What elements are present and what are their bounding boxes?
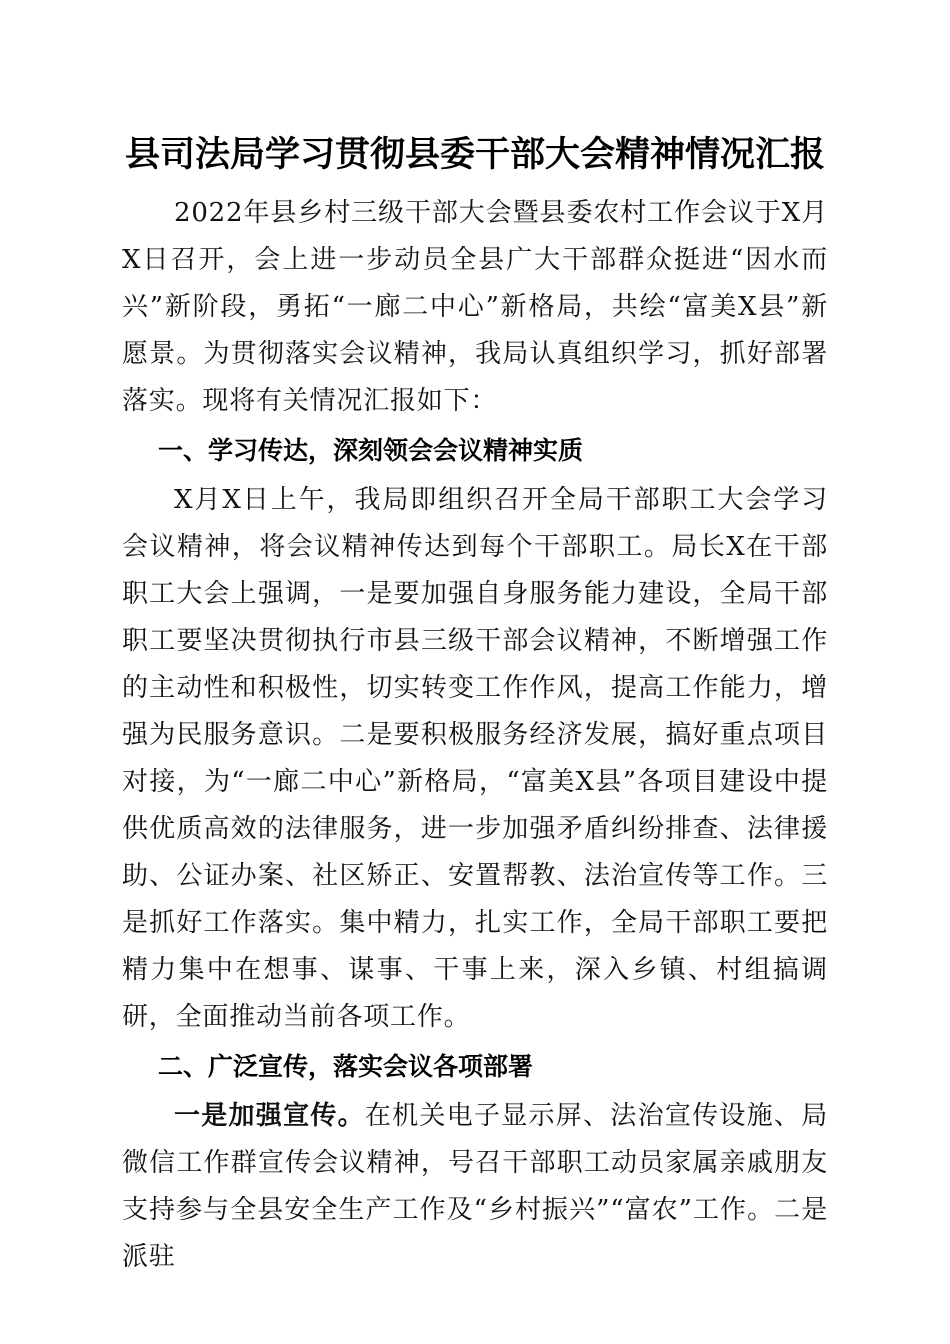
document-body — [122, 128, 828, 1281]
intro-paragraph: 2022年县乡村三级干部大会暨县委农村工作会议于X月X日召开，会上进一步动员全县广大干部群众挺进“因水而兴”新阶段，勇拓“一廊二中心”新格局，共绘“富美X县”新愿景。为贯彻落实会议精神，我局认真组织学习，抓好部署落实。现将有关情况汇报如下： — [122, 198, 828, 416]
section-2-body-text: 在机关电子显示屏、法治宣传设施、局微信工作群宣传会议精神，号召干部职工动员家属亲戚朋友支持参与全县安全生产工作及“乡村振兴”“富农”工作。二是派驻 — [122, 1101, 828, 1272]
document-title: 县司法局学习贯彻县委干部大会精神情况汇报 — [124, 134, 825, 175]
section-2-heading: 二、广泛宣传，落实会议各项部署 — [158, 1052, 534, 1081]
section-1-paragraph: X月X日上午，我局即组织召开全局干部职工大会学习会议精神，将会议精神传达到每个干部职工。局长X在干部职工大会上强调，一是要加强自身服务能力建设，全局干部职工要坚决贯彻执行市县三级干部会议精神，不断增强工作的主动性和积极性，切实转变工作作风，提高工作能力，增强为民服务意识。二是要积极服务经济发展，搞好重点项目对接，为“一廊二中心”新格局，“富美X县”各项目建设中提供优质高效的法律服务，进一步加强矛盾纠纷排查、法律援助、公证办案、社区矫正、安置帮教、法治宣传等工作。三是抓好工作落实。集中精力，扎实工作，全局干部职工要把精力集中在想事、谋事、干事上来，深入乡镇、村组搞调研，全面推动当前各项工作。 — [122, 485, 828, 1032]
section-2-lead-phrase: 一是加强宣传。 — [174, 1101, 365, 1131]
section-1-heading: 一、学习传达，深刻领会会议精神实质 — [158, 436, 584, 465]
section-2-paragraph — [122, 1093, 828, 1281]
